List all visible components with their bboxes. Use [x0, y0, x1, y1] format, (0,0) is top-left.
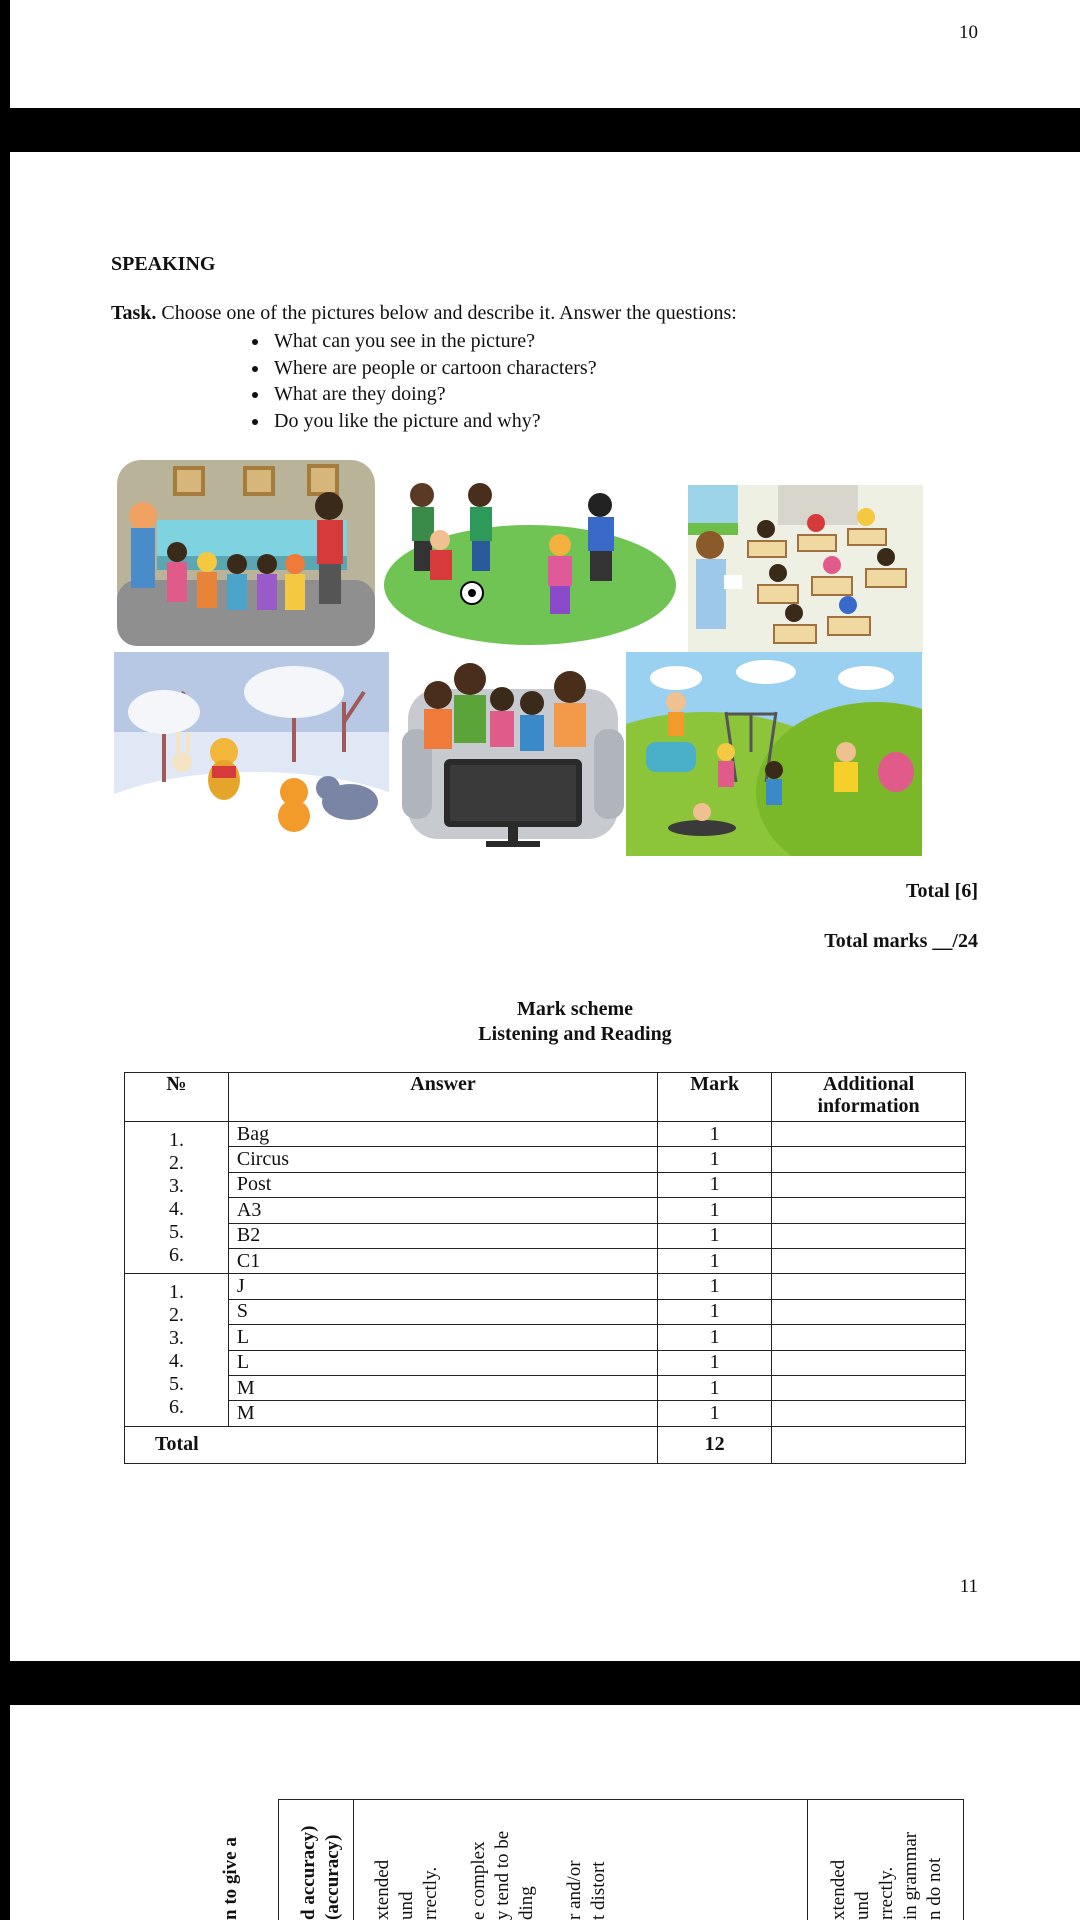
table-divider	[807, 1800, 808, 1920]
question-list	[240, 328, 597, 434]
additional-cell	[772, 1274, 966, 1299]
total-value: 12	[658, 1426, 772, 1463]
speaking-page	[10, 152, 1080, 1661]
item-number: 5.	[168, 1220, 184, 1243]
header-number: №	[125, 1073, 229, 1122]
header-answer: Answer	[228, 1073, 657, 1122]
item-number: 4.	[168, 1197, 184, 1220]
section-heading: SPEAKING	[111, 253, 216, 275]
question-item: • Where are people or cartoon characters?	[270, 355, 597, 382]
group1-numbers	[125, 1122, 229, 1274]
additional-cell	[772, 1401, 966, 1426]
question-item: • What are they doing?	[270, 381, 597, 408]
item-number: 2.	[168, 1304, 184, 1327]
item-number: 1.	[168, 1128, 184, 1151]
question-item: • What can you see in the picture?	[270, 328, 597, 355]
mark-cell: 1	[658, 1248, 772, 1273]
answer-cell: B2	[228, 1223, 657, 1248]
additional-cell	[772, 1375, 966, 1400]
mark-cell: 1	[658, 1122, 772, 1147]
rotated-text: xtended	[828, 1859, 849, 1920]
answer-cell: L	[228, 1325, 657, 1350]
table-row	[125, 1299, 966, 1324]
rotated-text: r and/or	[564, 1860, 585, 1920]
additional-cell	[772, 1248, 966, 1273]
item-number: 3.	[168, 1327, 184, 1350]
mark-cell: 1	[658, 1223, 772, 1248]
mark-scheme-table	[124, 1072, 966, 1464]
task-text: Choose one of the pictures below and describe it. Answer the questions:	[156, 302, 737, 324]
table-divider	[353, 1800, 354, 1920]
item-number: 2.	[168, 1151, 184, 1174]
rotated-header: d accuracy)	[298, 1825, 319, 1920]
rotated-text: n do not	[924, 1857, 945, 1920]
table-row	[125, 1198, 966, 1223]
table-row	[125, 1122, 966, 1147]
mark-cell: 1	[658, 1375, 772, 1400]
item-number: 3.	[168, 1174, 184, 1197]
answer-cell: Bag	[228, 1122, 657, 1147]
table-row	[125, 1147, 966, 1172]
answer-cell: A3	[228, 1198, 657, 1223]
playground-picture	[626, 652, 922, 856]
additional-cell	[772, 1350, 966, 1375]
additional-cell	[772, 1147, 966, 1172]
task-instruction	[111, 302, 737, 325]
table-row	[125, 1325, 966, 1350]
additional-cell	[772, 1122, 966, 1147]
mark-cell: 1	[658, 1172, 772, 1197]
table-row	[125, 1248, 966, 1273]
group2-numbers	[125, 1274, 229, 1426]
rotated-text: y tend to be	[492, 1830, 513, 1920]
answer-cell: C1	[228, 1248, 657, 1273]
item-number: 6.	[168, 1396, 184, 1419]
mark-cell: 1	[658, 1147, 772, 1172]
page-number: 10	[959, 22, 978, 43]
answer-cell: L	[228, 1350, 657, 1375]
classroom-picture	[688, 485, 923, 653]
mark-cell: 1	[658, 1401, 772, 1426]
mark-cell: 1	[658, 1350, 772, 1375]
mark-cell: 1	[658, 1274, 772, 1299]
additional-cell	[772, 1299, 966, 1324]
rotated-text: in grammar	[900, 1831, 921, 1920]
mark-scheme-subtitle: Listening and Reading	[478, 1023, 672, 1045]
additional-cell	[772, 1198, 966, 1223]
rotated-text: t distort	[588, 1861, 609, 1920]
mark-cell: 1	[658, 1198, 772, 1223]
rotated-text: und	[396, 1891, 417, 1920]
additional-cell	[772, 1325, 966, 1350]
section-total: Total [6]	[905, 880, 978, 902]
header-mark: Mark	[658, 1073, 772, 1122]
rotated-text: xtended	[372, 1859, 393, 1920]
family-tv-picture	[402, 659, 624, 857]
task-label: Task.	[111, 302, 157, 324]
page-number: 11	[959, 1576, 978, 1597]
total-label: Total	[125, 1426, 658, 1463]
mark-scheme-title: Mark scheme	[516, 998, 634, 1020]
table-row	[125, 1172, 966, 1197]
football-picture	[380, 465, 676, 650]
additional-cell	[772, 1172, 966, 1197]
answer-cell: Circus	[228, 1147, 657, 1172]
item-number: 5.	[168, 1373, 184, 1396]
item-number: 1.	[168, 1281, 184, 1304]
answer-cell: Post	[228, 1172, 657, 1197]
header-additional: Additional information	[772, 1073, 966, 1122]
question-item: • Do you like the picture and why?	[270, 408, 597, 435]
table-row	[125, 1274, 966, 1299]
item-number: 6.	[168, 1243, 184, 1266]
table-total-row	[125, 1426, 966, 1463]
answer-cell: S	[228, 1299, 657, 1324]
additional-cell	[772, 1223, 966, 1248]
museum-picture	[117, 460, 375, 646]
next-page	[10, 1705, 1080, 1920]
rotated-text: und	[852, 1891, 873, 1920]
answer-cell: M	[228, 1401, 657, 1426]
rotated-text: rrectly.	[876, 1866, 897, 1920]
table-row	[125, 1401, 966, 1426]
winter-picture	[114, 652, 389, 856]
rotated-text: rrectly.	[420, 1866, 441, 1920]
previous-page	[10, 0, 1080, 108]
rotated-text: e complex	[468, 1841, 489, 1920]
mark-cell: 1	[658, 1325, 772, 1350]
rotated-heading: n to give a	[220, 1837, 241, 1920]
item-number: 4.	[168, 1350, 184, 1373]
additional-cell	[772, 1426, 966, 1463]
table-row	[125, 1223, 966, 1248]
table-row	[125, 1350, 966, 1375]
rotated-header: (accuracy)	[322, 1834, 343, 1920]
table-header-row	[125, 1073, 966, 1122]
total-marks: Total marks __/24	[824, 930, 978, 952]
answer-cell: J	[228, 1274, 657, 1299]
mark-cell: 1	[658, 1299, 772, 1324]
answer-cell: M	[228, 1375, 657, 1400]
table-row	[125, 1375, 966, 1400]
rotated-text: ding	[516, 1886, 537, 1920]
